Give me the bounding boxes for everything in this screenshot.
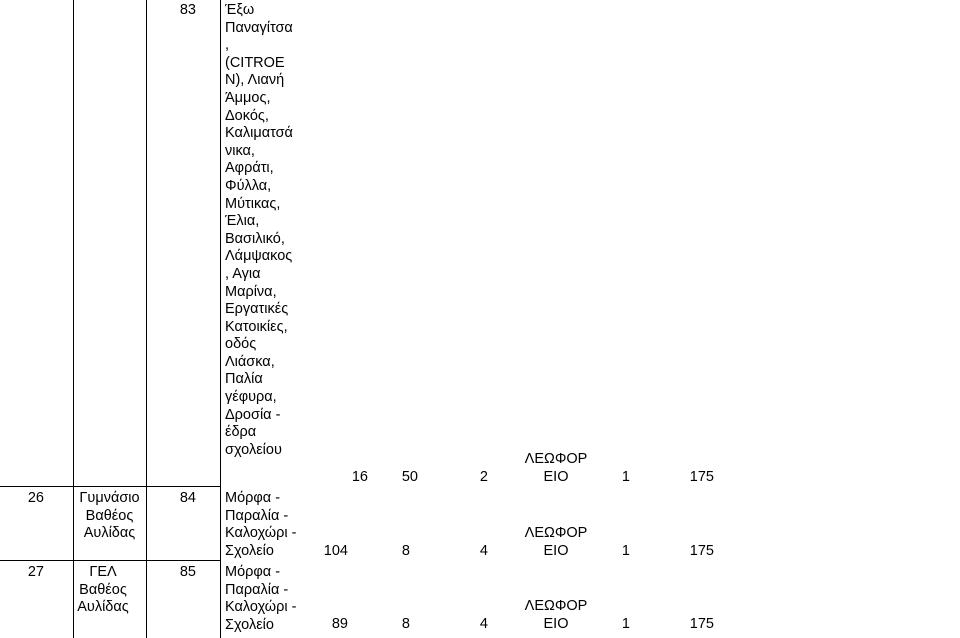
route-number-cell: 83 — [179, 2, 196, 18]
days-cell: 175 — [689, 616, 714, 632]
km-cell: 16 — [351, 469, 368, 485]
routes-count-cell: 1 — [621, 543, 630, 559]
row-number-cell: 27 — [27, 564, 44, 580]
vehicle-type-cell: ΛΕΩΦΟΡ ΕΙΟ — [524, 525, 588, 559]
route-number-cell: 84 — [179, 490, 196, 506]
routes-count-cell: 1 — [621, 469, 630, 485]
students-cell: 8 — [401, 616, 410, 632]
route-description-cell: Μόρφα - Παραλία - Καλοχώρι - Σχολείο — [225, 490, 297, 559]
routes-count-cell: 1 — [621, 616, 630, 632]
route-description-cell: Μόρφα - Παραλία - Καλοχώρι - Σχολείο — [225, 564, 297, 633]
row-number-cell: 26 — [27, 490, 44, 506]
students-cell: 50 — [401, 469, 418, 485]
school-name-cell: ΓΕΛ Βαθέος Αυλίδας — [77, 564, 129, 616]
grid-line-col-b — [146, 0, 147, 638]
grid-line-row-1 — [0, 486, 220, 487]
days-cell: 175 — [689, 469, 714, 485]
vehicles-cell: 4 — [479, 616, 488, 632]
vehicles-cell: 4 — [479, 543, 488, 559]
vehicles-cell: 2 — [479, 469, 488, 485]
grid-line-row-2 — [0, 560, 220, 561]
students-cell: 8 — [401, 543, 410, 559]
vehicle-type-cell: ΛΕΩΦΟΡ ΕΙΟ — [524, 451, 588, 485]
vehicle-type-cell: ΛΕΩΦΟΡ ΕΙΟ — [524, 598, 588, 632]
km-cell: 89 — [331, 616, 348, 632]
school-name-cell: Γυμνάσιο Βαθέος Αυλίδας — [79, 490, 140, 542]
grid-line-col-c — [220, 0, 221, 638]
days-cell: 175 — [689, 543, 714, 559]
route-number-cell: 85 — [179, 564, 196, 580]
route-description-cell: Έξω Παναγίτσα , (CITROE N), Λιανή Άμμος, Δοκός, Καλιματσά νικα, Αφράτι, Φύλλα, Μύτικας, Έλια, Βασιλικό, Λάμψακος , Αγια Μαρίνα, Εργατικές Κατοικίες, οδός Λιάσκα, Παλία γέφυρα, Δροσία - έδρα σχολείου — [225, 2, 293, 458]
km-cell: 104 — [323, 543, 348, 559]
